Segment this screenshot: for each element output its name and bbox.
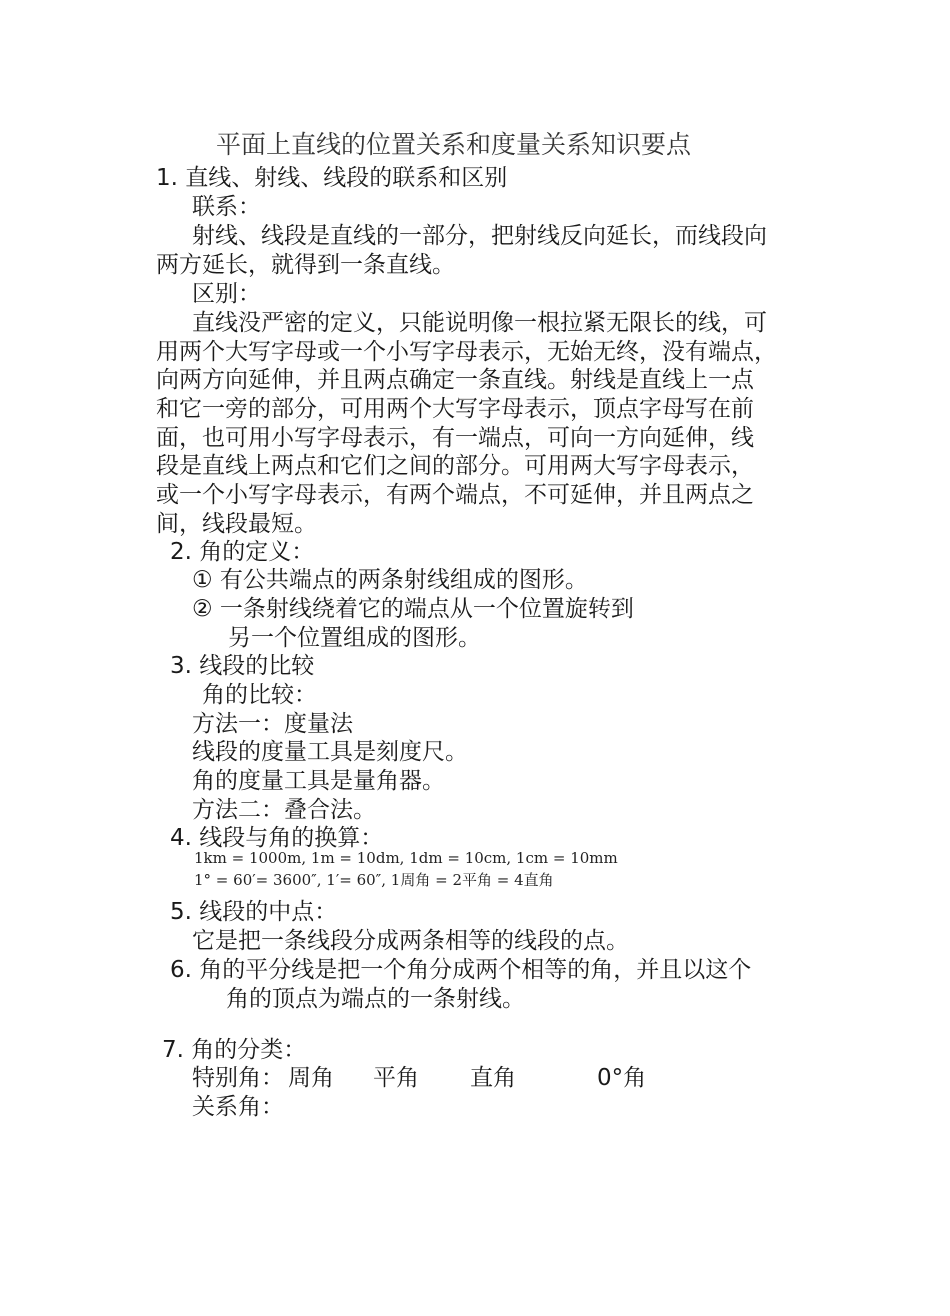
relation-text-line-1: 射线、线段是直线的一部分，把射线反向延长，而线段向: [192, 223, 767, 249]
angle-definition-2a: ② 一条射线绕着它的端点从一个位置旋转到: [192, 596, 634, 622]
angle-comparison-label: 角的比较：: [202, 682, 317, 708]
section-3-heading: 3. 线段的比较: [170, 653, 315, 679]
method-1: 方法一：度量法: [192, 711, 353, 737]
section-7-heading: 7. 角的分类：: [162, 1037, 307, 1063]
difference-line-7: 或一个小写字母表示，有两个端点，不可延伸，并且两点之: [156, 482, 754, 508]
difference-line-2: 用两个大写字母或一个小写字母表示，无始无终，没有端点，: [156, 339, 777, 365]
special-angle-right: 直角: [470, 1065, 516, 1091]
special-angle-full: 周角: [288, 1065, 334, 1091]
angle-definition-1: ① 有公共端点的两条射线组成的图形。: [192, 567, 588, 593]
length-conversion-formula: 1km = 1000m, 1m = 10dm, 1dm = 10cm, 1cm = 10mm: [194, 849, 618, 867]
angle-definition-2b: 另一个位置组成的图形。: [228, 625, 481, 651]
difference-line-5: 面，也可用小写字母表示，有一端点，可向一方向延伸，线: [156, 425, 754, 451]
section-5-heading: 5. 线段的中点：: [170, 899, 338, 925]
section-4-heading: 4. 线段与角的换算：: [170, 825, 384, 851]
bisector-definition: 角的顶点为端点的一条射线。: [226, 986, 525, 1012]
special-angle-straight: 平角: [373, 1065, 419, 1091]
midpoint-definition: 它是把一条线段分成两条相等的线段的点。: [192, 928, 629, 954]
special-angles-label: 特别角：: [192, 1065, 284, 1091]
difference-line-1: 直线没严密的定义，只能说明像一根拉紧无限长的线，可: [192, 310, 767, 336]
section-1-heading: 1. 直线、射线、线段的联系和区别: [156, 165, 508, 191]
relation-angles-label: 关系角：: [192, 1094, 284, 1120]
method-1-angle-tool: 角的度量工具是量角器。: [192, 768, 445, 794]
relation-text-line-2: 两方延长，就得到一条直线。: [156, 252, 455, 278]
section-6-heading: 6. 角的平分线是把一个角分成两个相等的角，并且以这个: [170, 957, 752, 983]
difference-line-3: 向两方向延伸，并且两点确定一条直线。射线是直线上一点: [156, 367, 754, 393]
difference-line-8: 间，线段最短。: [156, 511, 317, 537]
difference-line-6: 段是直线上两点和它们之间的部分。可用两大写字母表示，: [156, 453, 754, 479]
special-angle-zero: 0°角: [597, 1065, 647, 1091]
relation-label: 联系：: [192, 194, 261, 220]
page-title: 平面上直线的位置关系和度量关系知识要点: [216, 130, 692, 159]
difference-line-4: 和它一旁的部分，可用两个大写字母表示，顶点字母写在前: [156, 396, 754, 422]
method-1-line-tool: 线段的度量工具是刻度尺。: [192, 739, 468, 765]
angle-conversion-formula: 1° = 60′= 3600″, 1′= 60″, 1周角 = 2平角 = 4直角: [194, 871, 554, 889]
difference-label: 区别：: [192, 281, 261, 307]
section-2-heading: 2. 角的定义：: [170, 539, 315, 565]
method-2: 方法二：叠合法。: [192, 797, 376, 823]
